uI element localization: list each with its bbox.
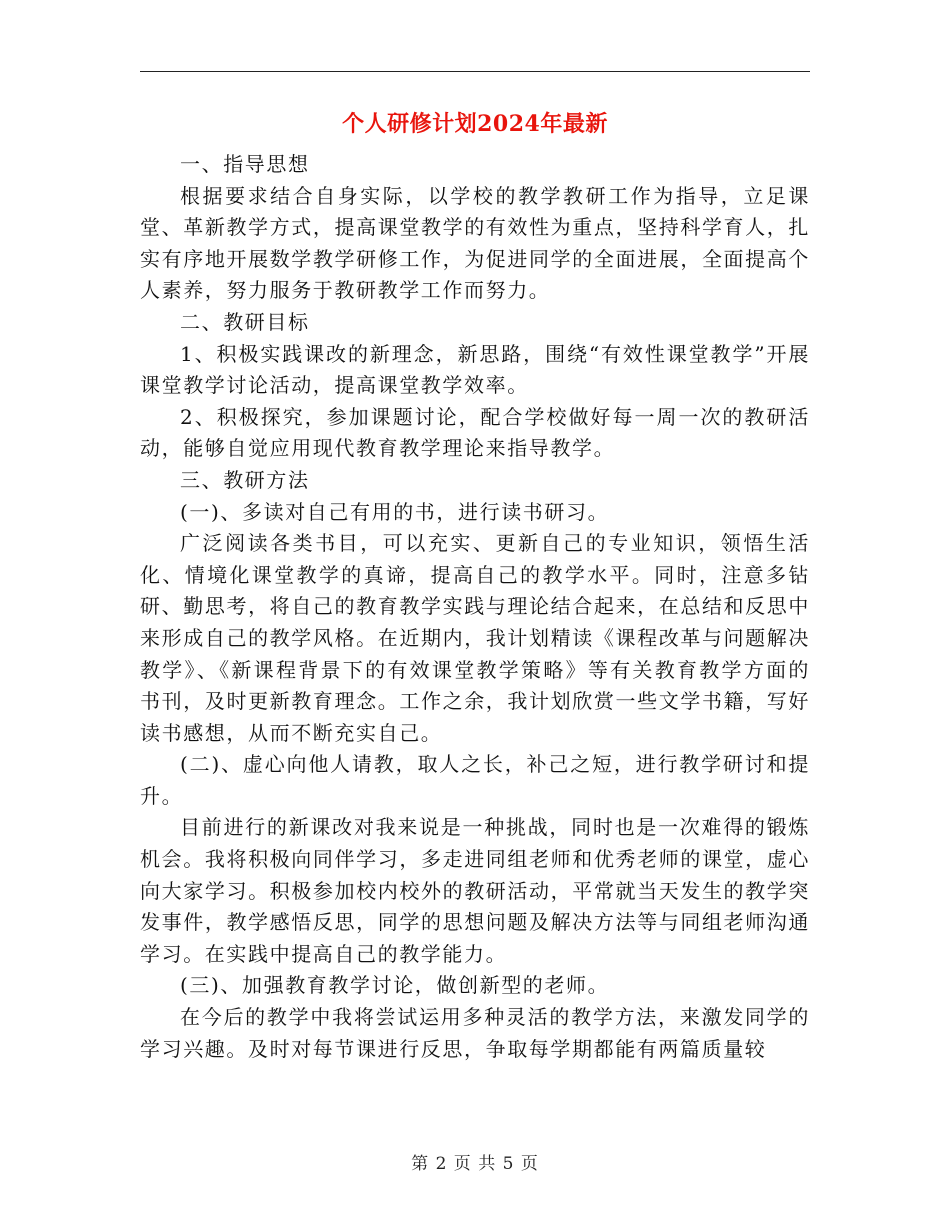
paragraph: 目前进行的新课改对我来说是一种挑战，同时也是一次难得的锻炼机会。我将积极向同伴学习，多走进同组老师和优秀老师的课堂，虚心向大家学习。积极参加校内校外的教研活动，平常就当天发生的教学突发事件，教学感悟反思，同学的思想问题及解决方法等与同组老师沟通学习。在实践中提高自己的教学能力。 [140,815,810,966]
section-heading: 二、教研目标 [180,309,310,334]
section-heading: 一、指导思想 [180,152,310,176]
page-footer [0,1151,950,1177]
header-rule [140,71,810,72]
document-body [140,149,810,1065]
paragraph: 广泛阅读各类书目，可以充实、更新自己的专业知识，领悟生活化、情境化课堂教学的真谛，提高自己的教学水平。同时，注意多钻研、勤思考，将自己的教育教学实践与理论结合起来，在总结和反思中来形成自己的教学风格。在近期内，我计划精读《课程改革与问题解决教学》、《新课程背景下的有效课堂教学策略》等有关教育教学方面的书刊，及时更新教育理念。工作之余，我计划欣赏一些文学书籍，写好读书感想，从而不断充实自己。 [140,531,810,745]
section-heading: 三、教研方法 [180,467,310,492]
paragraph: 根据要求结合自身实际，以学校的教学教研工作为指导，立足课堂、革新教学方式，提高课堂教学的有效性为重点，坚持科学育人，扎实有序地开展数学教学研修工作，为促进同学的全面进展，全面提高个人素养，努力服务于教研教学工作而努力。 [140,183,810,303]
page-number-label: 第 2 页 共 5 页 [411,1154,539,1174]
paragraph: 在今后的教学中我将尝试运用多种灵活的教学方法，来激发同学的学习兴趣。及时对每节课进行反思，争取每学期都能有两篇质量较 [140,1005,810,1061]
subsection-heading: (一)、多读对自己有用的书，进行读书研习。 [180,499,610,524]
paragraph: 1、积极实践课改的新理念，新思路，围绕“有效性课堂教学”开展课堂教学讨论活动，提高课堂教学效率。 [140,341,810,398]
document-title: 个人研修计划2024年最新 [342,111,608,137]
subsection-heading: (二)、虚心向他人请教，取人之长，补己之短，进行教学研讨和提升。 [140,752,810,808]
paragraph: 2、积极探究，参加课题讨论，配合学校做好每一周一次的教研活动，能够自觉应用现代教育教学理论来指导教学。 [140,404,810,461]
subsection-heading: (三)、加强教育教学讨论，做创新型的老师。 [180,973,610,998]
